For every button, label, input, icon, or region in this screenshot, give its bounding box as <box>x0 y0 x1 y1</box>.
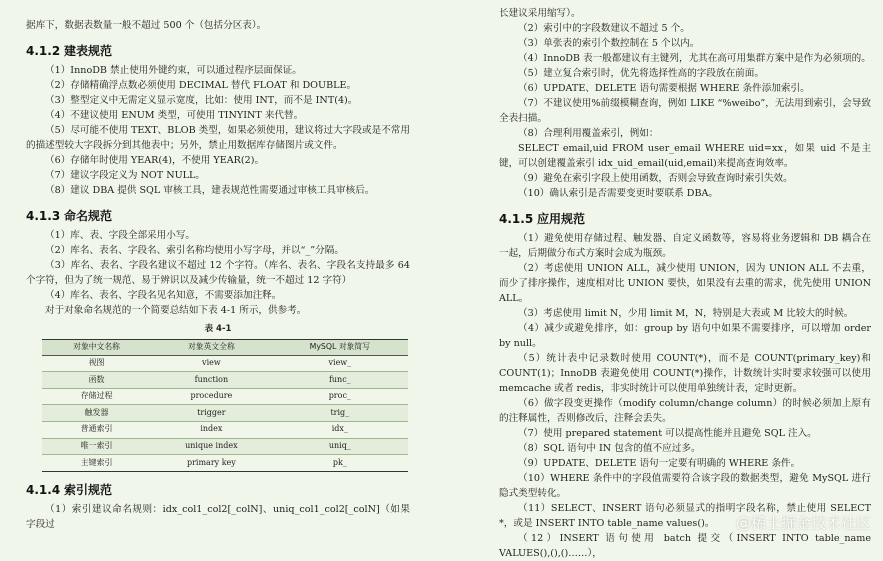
column-header: 对象中文名称 <box>42 340 151 356</box>
table-cell: unique index <box>151 438 272 455</box>
table-row <box>42 438 408 455</box>
list-item: （4）库名、表名、字段名见名知意，不需要添加注释。 <box>45 290 282 301</box>
section-4-1-3-items <box>26 228 410 318</box>
column-header: MySQL 对象简写 <box>272 340 408 356</box>
table-cell: view_ <box>272 355 408 372</box>
list-item: （10）WHERE 条件中的字段值需要符合该字段的数据类型，避免 MySQL 进行隐式类型转化。 <box>499 473 871 499</box>
table-row <box>42 355 408 372</box>
continued-text: 长建议采用缩写）。 <box>499 8 581 19</box>
list-item: （7）不建议使用%前缀模糊查询，例如 LIKE “%weibo”，无法用到索引，会导致全表扫描。 <box>499 98 871 124</box>
list-item: （1）索引建议命名规则：idx_col1_col2[_colN]、uniq_col1_col2[_colN]（如果字段过 <box>26 503 410 530</box>
table-cell: view <box>151 355 272 372</box>
table-cell: primary key <box>151 455 272 472</box>
table-cell: function <box>151 372 272 389</box>
list-item: （8）SQL 语句中 IN 包含的值不应过多。 <box>518 443 701 454</box>
table-row <box>42 388 408 405</box>
table-cell: proc_ <box>272 388 408 405</box>
list-item: （9）避免在索引字段上使用函数，否则会导致查询时索引失效。 <box>518 173 793 184</box>
list-item: （1）InnoDB 禁止使用外键约束，可以通过程序层面保证。 <box>45 65 302 76</box>
sql-example: SELECT email,uid FROM user_email WHERE uid=xx，如果 uid 不是主键，可以创建覆盖索引 idx_uid_email(uid,email)来提高查询效率。 <box>499 143 871 169</box>
table-row <box>42 421 408 438</box>
list-item: （3）库名、表名、字段名建议不超过 12 个字符。（库名、表名、字段名支持最多 64 个字符，但为了统一规范、易于辨识以及减少传输量，统一不超过 12 字符） <box>26 260 410 286</box>
table-row <box>42 455 408 472</box>
right-column <box>499 0 871 561</box>
table-cell: 普通索引 <box>42 421 151 438</box>
list-item: （9）UPDATE、DELETE 语句一定要有明确的 WHERE 条件。 <box>518 458 801 469</box>
table-cell: trigger <box>151 405 272 422</box>
index-rules-list <box>499 21 871 201</box>
column-header: 对象英文全称 <box>151 340 272 356</box>
list-item: （5）统计表中记录数时使用 COUNT(*)，而不是 COUNT(primary_key)和 COUNT(1)；InnoDB 表避免使用 COUNT(*)操作，计数统计实时要求较强可以使用 memcache 或者 redis，非实时统计可以使用单独统计表，定时更新。 <box>499 353 871 394</box>
list-item: （2）库名、表名、字段名、索引名称均使用小写字母，并以“_”分隔。 <box>45 245 344 256</box>
table-cell: idx_ <box>272 421 408 438</box>
table-cell: pk_ <box>272 455 408 472</box>
list-item: （5）建立复合索引时，优先将选择性高的字段放在前面。 <box>518 68 764 79</box>
list-item: （8）建议 DBA 提供 SQL 审核工具，建表规范性需要通过审核工具审核后。 <box>45 185 375 196</box>
list-item: （5）尽可能不使用 TEXT、BLOB 类型，如果必须使用，建议将过大字段或是不常用的描述型较大字段拆分到其他表中；另外，禁止用数据库存储图片或文件。 <box>26 125 410 151</box>
list-item: （11）SELECT、INSERT 语句必须显式的指明字段名称，禁止使用 SELECT *，或是 INSERT INTO table_name values()。 <box>499 503 871 529</box>
table-cell: trig_ <box>272 405 408 422</box>
section-heading-4-1-3: 4.1.3 命名规范 <box>26 209 113 223</box>
intro-text: 据库下，数据表数量一般不超过 500 个（包括分区表）。 <box>26 20 267 31</box>
table-header-row <box>42 340 408 356</box>
section-heading-4-1-5: 4.1.5 应用规范 <box>499 212 586 226</box>
table-cell: uniq_ <box>272 438 408 455</box>
list-item: （6）UPDATE、DELETE 语句需要根据 WHERE 条件添加索引。 <box>518 83 810 94</box>
list-item: （7）建议字段定义为 NOT NULL。 <box>45 170 206 181</box>
list-item: （4）不建议使用 ENUM 类型，可使用 TINYINT 来代替。 <box>45 110 304 121</box>
list-item: （3）整型定义中无需定义显示宽度，比如：使用 INT，而不是 INT(4)。 <box>45 95 358 106</box>
table-cell: 存储过程 <box>42 388 151 405</box>
list-item: （7）使用 prepared statement 可以提高性能并且避免 SQL 注入。 <box>518 428 817 439</box>
list-item: （2）索引中的字段数建议不超过 5 个。 <box>518 23 690 34</box>
list-item: （3）考虑使用 limit N，少用 limit M，N，特别是大表或 M 比较大的时候。 <box>518 308 854 319</box>
list-item: （8）合理利用覆盖索引，例如： <box>518 128 659 139</box>
table-cell: 函数 <box>42 372 151 389</box>
left-column <box>26 0 410 532</box>
list-item: （2）考虑使用 UNION ALL，减少使用 UNION，因为 UNION ALL 不去重，而少了排序操作，速度相对比 UNION 要快，如果没有去重的需求，优先使用 UNION ALL。 <box>499 263 871 304</box>
section-4-1-2-items <box>26 63 410 198</box>
list-item: （4）减少或避免排序，如：group by 语句中如果不需要排序，可以增加 order by null。 <box>499 323 871 349</box>
list-item: （4）InnoDB 表一般都建议有主键列，尤其在高可用集群方案中是作为必须项的。 <box>518 53 871 64</box>
table-row <box>42 372 408 389</box>
table-cell: 主键索引 <box>42 455 151 472</box>
section-heading-4-1-2: 4.1.2 建表规范 <box>26 44 113 58</box>
list-item: （1）库、表、字段全部采用小写。 <box>45 230 196 241</box>
table-cell: index <box>151 421 272 438</box>
naming-table <box>42 339 408 472</box>
list-item: （1）避免使用存储过程、触发器、自定义函数等，容易将业务逻辑和 DB 耦合在一起，后期做分布式方案时会成为瓶颈。 <box>499 233 871 259</box>
list-item: （3）单张表的索引个数控制在 5 个以内。 <box>518 38 700 49</box>
list-item: （6）存储年时使用 YEAR(4)，不使用 YEAR(2)。 <box>45 155 265 166</box>
table-cell: 视图 <box>42 355 151 372</box>
list-item: （12）INSERT 语句使用 batch 提交（INSERT INTO table_name VALUES(),(),()……）， <box>499 533 871 559</box>
list-item: （2）存储精确浮点数必须使用 DECIMAL 替代 FLOAT 和 DOUBLE。 <box>45 80 357 91</box>
table-caption: 表 4-1 <box>204 324 232 334</box>
watermark: @稀土掘金技术社区 <box>735 514 871 532</box>
table-cell: 触发器 <box>42 405 151 422</box>
table-reference-text: 对于对象命名规范的一个简要总结如下表 4-1 所示，供参考。 <box>45 305 307 316</box>
section-heading-4-1-4: 4.1.4 索引规范 <box>26 482 113 497</box>
list-item: （10）确认索引是否需要变更时要联系 DBA。 <box>518 188 719 199</box>
table-cell: procedure <box>151 388 272 405</box>
table-cell: func_ <box>272 372 408 389</box>
table-cell: 唯一索引 <box>42 438 151 455</box>
table-row <box>42 405 408 422</box>
list-item: （6）做字段变更操作（modify column/change column）的时候必须加上原有的注释属性，否则修改后，注释会丢失。 <box>499 398 871 424</box>
